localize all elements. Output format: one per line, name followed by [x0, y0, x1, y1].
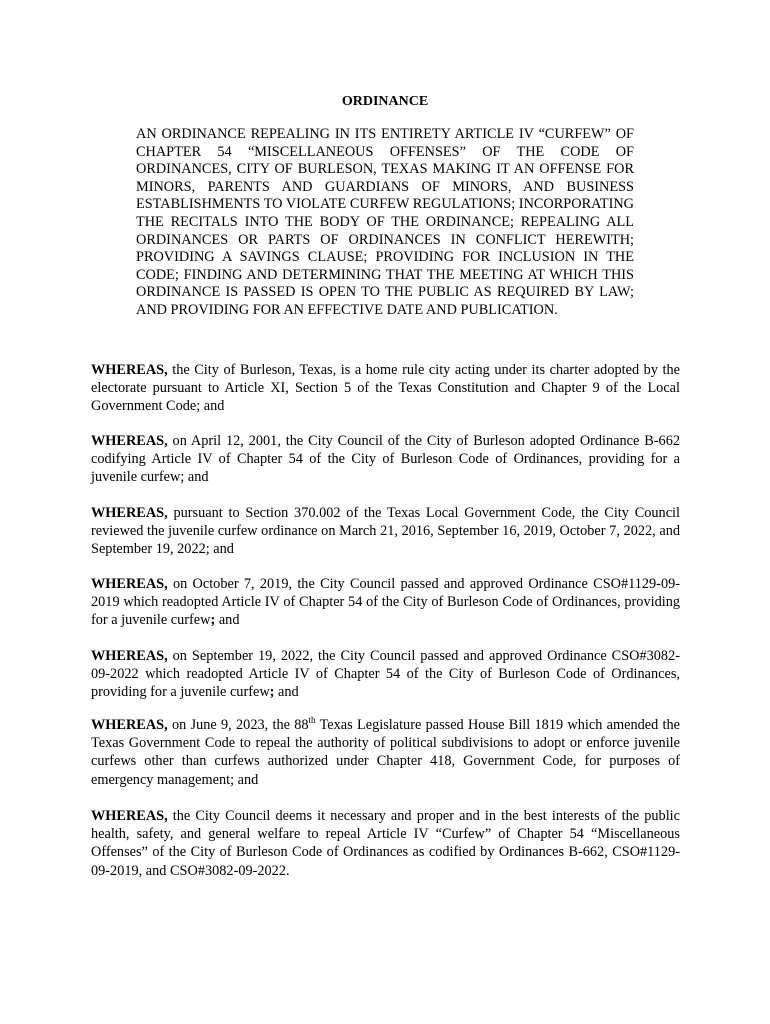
paragraph-text: Texas Legislature passed House Bill 1819 which amended the Texas Government Code to repeal the authority of political subdivisions to adopt or enforce juvenile curfews other than curfews authorized under Chapter 418, Government Code, for purposes of emergency management; and	[91, 717, 680, 788]
whereas-label: WHEREAS,	[91, 808, 168, 824]
whereas-label: WHEREAS,	[91, 362, 168, 378]
whereas-paragraph-1	[91, 361, 680, 416]
paragraph-text-pre: on June 9, 2023, the 88	[167, 717, 309, 733]
ordinal-superscript: th	[308, 715, 316, 726]
paragraph-tail: and	[215, 612, 240, 629]
whereas-label: WHEREAS,	[91, 505, 168, 521]
whereas-paragraph-7	[91, 807, 680, 880]
paragraph-text: on April 12, 2001, the City Council of the City of Burleson adopted Ordinance B-662 codifying Article IV of Chapter 54 of the City of Burleson Code of Ordinances, providing for a juvenile curfew; and	[91, 433, 680, 486]
bold-semicolon: ;	[269, 684, 275, 701]
whereas-paragraph-5	[91, 647, 680, 702]
whereas-label: WHEREAS,	[91, 576, 168, 592]
whereas-paragraph-4	[91, 575, 680, 630]
whereas-paragraph-6	[91, 716, 680, 789]
bold-semicolon: ;	[210, 612, 216, 629]
whereas-label: WHEREAS,	[91, 717, 168, 733]
paragraph-text: pursuant to Section 370.002 of the Texas Local Government Code, the City Council reviewed the juvenile curfew ordinance on March 21, 2016, September 16, 2019, October 7, 2022, and September 19, 2022; and	[91, 505, 680, 558]
paragraph-text: the City of Burleson, Texas, is a home rule city acting under its charter adopted by the electorate pursuant to Article XI, Section 5 of the Texas Constitution and Chapter 9 of the Local Government Code; and	[91, 362, 680, 415]
paragraph-text: on October 7, 2019, the City Council passed and approved Ordinance CSO#1129-09-2019 which readopted Article IV of Chapter 54 of the City of Burleson Code of Ordinances, providing for a juvenile curfew	[91, 576, 680, 629]
whereas-label: WHEREAS,	[91, 433, 168, 449]
paragraph-tail: and	[274, 684, 299, 701]
ordinance-caption: AN ORDINANCE REPEALING IN ITS ENTIRETY ARTICLE IV “CURFEW” OF CHAPTER 54 “MISCELLANEOUS OFFENSES” OF THE CODE OF ORDINANCES, CITY OF BURLESON, TEXAS MAKING IT AN OFFENSE FOR MINORS, PARENTS AND GUARDIANS OF MINORS, AND BUSINESS ESTABLISHMENTS TO VIOLATE CURFEW REGULATIONS; INCORPORATING THE RECITALS INTO THE BODY OF THE ORDINANCE; REPEALING ALL ORDINANCES OR PARTS OF ORDINANCES IN CONFLICT HEREWITH; PROVIDING A SAVINGS CLAUSE; PROVIDING FOR INCLUSION IN THE CODE; FINDING AND DETERMINING THAT THE MEETING AT WHICH THIS ORDINANCE IS PASSED IS OPEN TO THE PUBLIC AS REQUIRED BY LAW; AND PROVIDING FOR AN EFFECTIVE DATE AND PUBLICATION.	[136, 126, 634, 318]
whereas-paragraph-2	[91, 432, 680, 487]
whereas-paragraph-3	[91, 504, 680, 559]
paragraph-text: the City Council deems it necessary and proper and in the best interests of the public health, safety, and general welfare to repeal Article IV “Curfew” of Chapter 54 “Miscellaneous Offenses” of the City of Burleson Code of Ordinances as codified by Ordinances B-662, CSO#1129-09-2019, and CSO#3082-09-2022.	[91, 808, 680, 879]
page-title: ORDINANCE	[341, 94, 429, 109]
whereas-label: WHEREAS,	[91, 648, 168, 664]
paragraph-text: on September 19, 2022, the City Council passed and approved Ordinance CSO#3082-09-2022 which readopted Article IV of Chapter 54 of the City of Burleson Code of Ordinances, providing for a juvenile curfew	[91, 648, 680, 701]
